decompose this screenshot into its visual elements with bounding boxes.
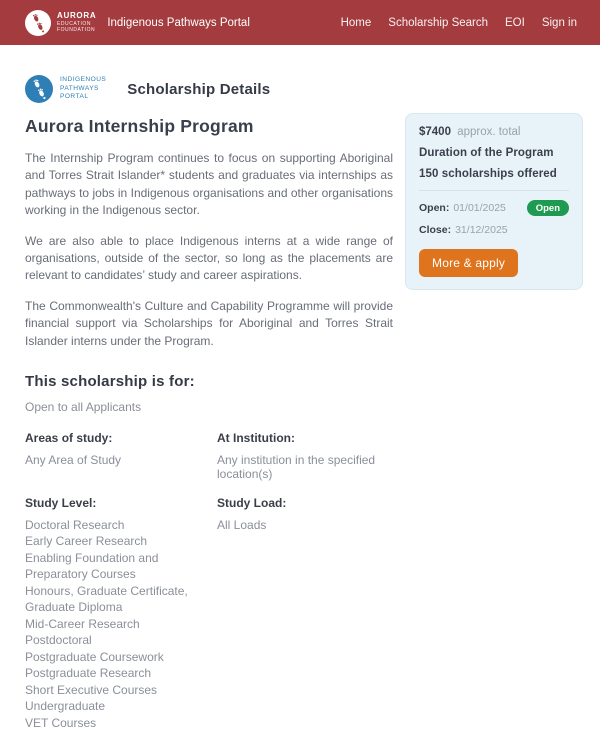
page-title: Scholarship Details xyxy=(127,80,271,98)
ipp-wordmark xyxy=(60,76,106,102)
at-institution-value: Any institution in the specified location(s) xyxy=(217,452,376,481)
aurora-footprints-logo-icon xyxy=(25,10,51,36)
brand-line: FOUNDATION xyxy=(57,27,96,34)
aurora-brand[interactable] xyxy=(25,10,250,36)
close-date-row xyxy=(419,224,569,236)
description-paragraph: The Commonwealth's Culture and Capability Programme will provide financial support via Scholarships for Aboriginal and Torres Strait Islander interns under the Program. xyxy=(25,298,393,348)
study-level-label: Study Level: xyxy=(25,495,97,510)
brand-line: EDUCATION xyxy=(57,20,92,27)
scholarship-title: Aurora Internship Program xyxy=(25,116,254,136)
ipp-line: PATHWAYS xyxy=(60,84,99,92)
top-nav-bar xyxy=(0,0,600,45)
at-institution-label: At Institution: xyxy=(217,430,295,445)
criteria-grid xyxy=(25,431,393,731)
duration-text: Duration of the Program xyxy=(419,147,554,159)
amount-row xyxy=(419,126,569,138)
study-load-field xyxy=(217,496,393,731)
amount-suffix: approx. total xyxy=(457,126,521,138)
study-level-item: Early Career Research xyxy=(25,534,148,549)
nav-link-home[interactable]: Home xyxy=(340,16,372,29)
study-level-item: Doctoral Research xyxy=(25,517,125,532)
scholarship-for-heading: This scholarship is for: xyxy=(25,372,195,390)
areas-of-study-label: Areas of study: xyxy=(25,430,113,445)
nav-link-sign-in[interactable]: Sign in xyxy=(541,16,577,29)
study-level-list xyxy=(25,517,211,731)
aurora-wordmark xyxy=(57,12,96,33)
study-level-item: VET Courses xyxy=(25,715,97,730)
study-level-item: Mid-Career Research xyxy=(25,616,140,631)
study-level-item: Honours, Graduate Certificate, Graduate Diploma xyxy=(25,583,188,615)
nav-link-scholarship-search[interactable]: Scholarship Search xyxy=(388,16,489,29)
study-level-item: Postgraduate Coursework xyxy=(25,649,164,664)
study-level-item: Undergraduate xyxy=(25,699,106,714)
scholarships-offered-text: 150 scholarships offered xyxy=(419,168,557,180)
ipp-line: PORTAL xyxy=(60,93,89,101)
amount-value: $7400 xyxy=(419,126,451,138)
at-institution-field xyxy=(217,431,393,481)
close-date-value: 31/12/2025 xyxy=(455,224,508,236)
description-paragraph: We are also able to place Indigenous interns at a wide range of organisations, outside of the sector, so long as the placements are relevant to candidates’ study and career aspirations. xyxy=(25,233,393,283)
nav-link-eoi[interactable]: EOI xyxy=(505,16,525,29)
scholarship-details-column xyxy=(25,111,393,731)
open-date-row xyxy=(419,200,569,216)
content-area xyxy=(0,103,600,731)
more-and-apply-button[interactable]: More & apply xyxy=(419,249,518,277)
status-badge: Open xyxy=(527,200,569,216)
areas-of-study-value: Any Area of Study xyxy=(25,452,122,467)
card-divider xyxy=(419,190,569,191)
indigenous-pathways-portal-logo-icon xyxy=(25,75,53,103)
study-level-item: Postdoctoral xyxy=(25,633,92,648)
top-nav-links xyxy=(341,17,577,29)
brand-line: AURORA xyxy=(57,10,97,20)
study-level-item: Postgraduate Research xyxy=(25,666,152,681)
ipp-line: INDIGENOUS xyxy=(60,76,107,84)
study-level-field xyxy=(25,496,217,731)
description-paragraph: The Internship Program continues to focus on supporting Aboriginal and Torres Strait Islander* students and graduates via internships as pathways to jobs in Indigenous organisations and other organisations working in the Indigenous sector. xyxy=(25,151,393,218)
open-to-text: Open to all Applicants xyxy=(25,399,142,414)
study-load-value: All Loads xyxy=(217,517,267,532)
portal-name: Indigenous Pathways Portal xyxy=(107,16,250,29)
scholarship-summary-card xyxy=(405,113,583,290)
close-date-label: Close: xyxy=(419,224,452,236)
open-date-value: 01/01/2025 xyxy=(453,202,506,214)
open-date-label: Open: xyxy=(419,202,450,214)
study-level-item: Short Executive Courses xyxy=(25,682,158,697)
page-header xyxy=(25,75,600,103)
study-level-item: Enabling Foundation and Preparatory Courses xyxy=(25,550,159,582)
areas-of-study-field xyxy=(25,431,217,481)
study-load-label: Study Load: xyxy=(217,495,287,510)
